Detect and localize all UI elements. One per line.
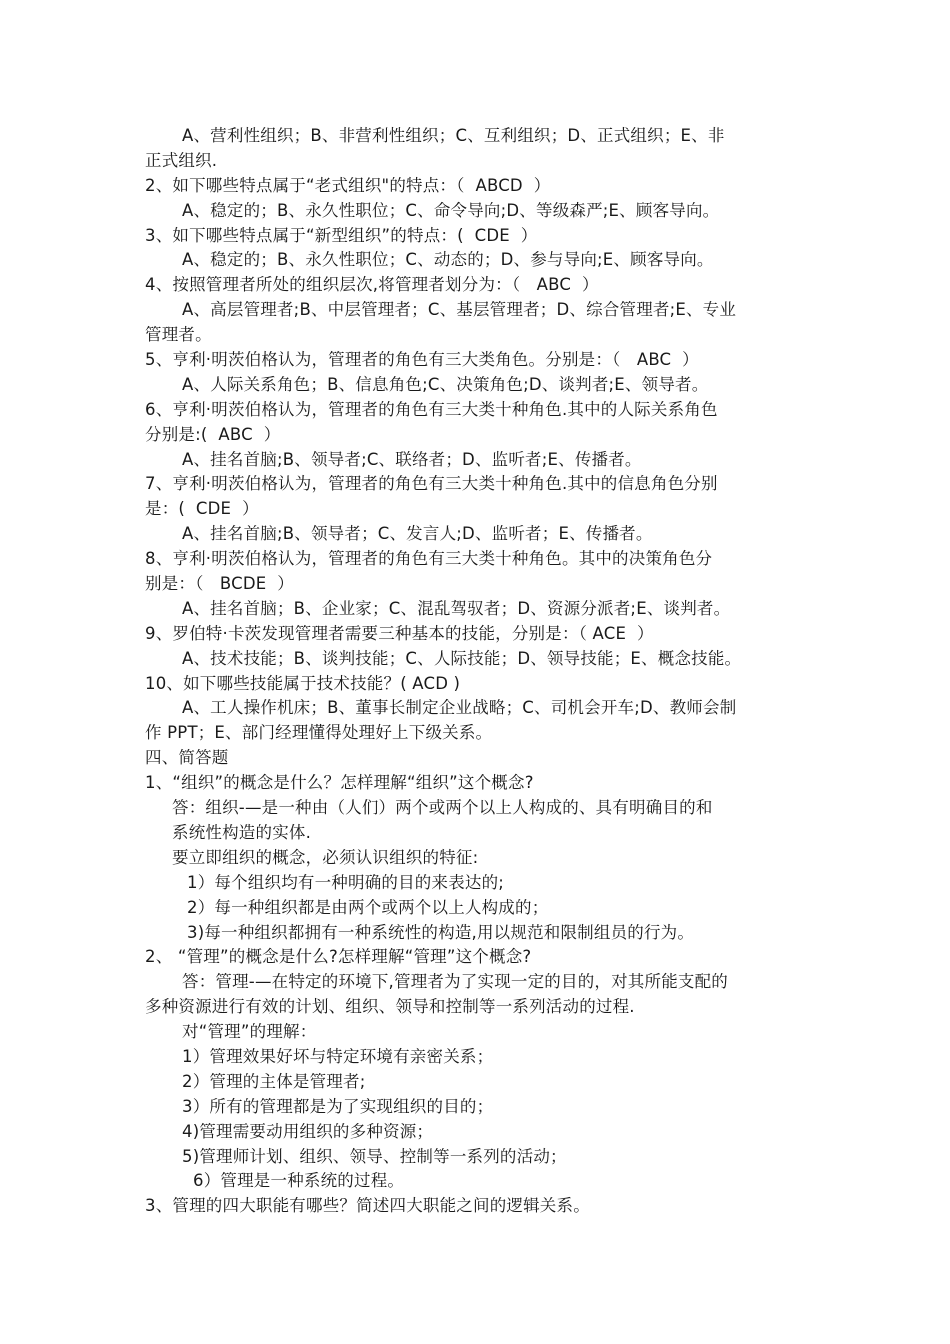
options-6: A、挂名首脑;B、领导者;C、联络者；D、监听者;E、传播者。	[182, 449, 642, 469]
text-line: A、营利性组织；B、非营利性组织；C、互利组织；D、正式组织；E、非	[182, 126, 725, 145]
list-item: 5)管理师计划、组织、领导、控制等一系列的活动；	[182, 1146, 567, 1166]
text-line: 别是：（ BCDE ）	[145, 574, 294, 594]
list-item: 4)管理需要动用组织的多种资源；	[182, 1121, 434, 1141]
answer-text: 系统性构造的实体.	[172, 822, 312, 842]
options-7: A、挂名首脑;B、领导者；C、发言人;D、监听者；E、传播者。	[182, 524, 653, 544]
list-item: 2）每一种组织都是由两个或两个以上人构成的；	[187, 897, 549, 917]
list-item: 3）所有的管理都是为了实现组织的目的；	[182, 1096, 494, 1116]
list-item: 1）管理效果好坏与特定环境有亲密关系；	[182, 1046, 494, 1066]
text-line: 管理者。	[145, 325, 212, 345]
text-line: 作 PPT；E、部门经理懂得处理好上下级关系。	[145, 723, 493, 743]
answer-text: 答：组织-—是一种由（人们）两个或两个以上人构成的、具有明确目的和	[172, 798, 713, 818]
question-7: 7、亨利·明茨伯格认为，管理者的角色有三大类十种角色.其中的信息角色分别	[145, 474, 718, 494]
options-2: A、稳定的；B、永久性职位；C、命令导向;D、等级森严;E、顾客导向。	[182, 200, 720, 220]
answer-text: 多种资源进行有效的计划、组织、领导和控制等一系列活动的过程.	[145, 997, 635, 1017]
options-4: A、高层管理者;B、中层管理者；C、基层管理者；D、综合管理者;E、专业	[182, 300, 737, 320]
list-item: 1）每个组织均有一种明确的目的来表达的;	[187, 872, 505, 892]
question-8: 8、亨利·明茨伯格认为，管理者的角色有三大类十种角色。其中的决策角色分	[145, 549, 713, 569]
answer-text: 答：管理-—在特定的环境下,管理者为了实现一定的目的，对其所能支配的	[182, 972, 728, 992]
options-9: A、技术技能；B、谈判技能；C、人际技能；D、领导技能；E、概念技能。	[182, 648, 742, 668]
question-9: 9、罗伯特·卡茨发现管理者需要三种基本的技能，分别是：（ ACE ）	[145, 623, 654, 643]
answer-text: 对“管理”的理解：	[182, 1022, 317, 1042]
answer-text: 要立即组织的概念，必须认识组织的特征:	[172, 847, 479, 867]
text-line: 正式组织.	[145, 150, 218, 170]
text-line: 是：( CDE ）	[145, 499, 259, 519]
list-item: 2）管理的主体是管理者;	[182, 1071, 366, 1091]
short-question-2: 2、 “管理”的概念是什么?怎样理解“管理”这个概念?	[145, 947, 532, 967]
options-8: A、挂名首脑；B、企业家；C、混乱驾驭者；D、资源分派者;E、谈判者。	[182, 598, 731, 618]
section-heading: 四、简答题	[145, 748, 229, 768]
options-5: A、人际关系角色；B、信息角色;C、决策角色;D、谈判者;E、领导者。	[182, 374, 709, 394]
question-3: 3、如下哪些特点属于“新型组织”的特点：( CDE ）	[145, 225, 538, 245]
question-4: 4、按照管理者所处的组织层次,将管理者划分为：（ ABC ）	[145, 275, 599, 295]
list-item: 3)每一种组织都拥有一种系统性的构造,用以规范和限制组员的行为。	[187, 922, 695, 942]
list-item: 6）管理是一种系统的过程。	[193, 1171, 405, 1191]
short-question-1: 1、“组织”的概念是什么？怎样理解“组织”这个概念?	[145, 773, 534, 793]
options-3: A、稳定的；B、永久性职位；C、动态的；D、参与导向;E、顾客导向。	[182, 250, 714, 270]
question-10: 10、如下哪些技能属于技术技能？( ACD )	[145, 673, 461, 693]
short-question-3: 3、管理的四大职能有哪些？简述四大职能之间的逻辑关系。	[145, 1196, 590, 1216]
document-body	[145, 124, 810, 1219]
question-6: 6、亨利·明茨伯格认为，管理者的角色有三大类十种角色.其中的人际关系角色	[145, 399, 718, 419]
question-5: 5、亨利·明茨伯格认为，管理者的角色有三大类角色。分别是：（ ABC ）	[145, 350, 699, 370]
options-10: A、工人操作机床；B、董事长制定企业战略；C、司机会开车;D、教师会制	[182, 698, 737, 718]
text-line: 分别是:( ABC ）	[145, 424, 281, 444]
question-2: 2、如下哪些特点属于“老式组织"的特点：（ ABCD ）	[145, 175, 551, 195]
